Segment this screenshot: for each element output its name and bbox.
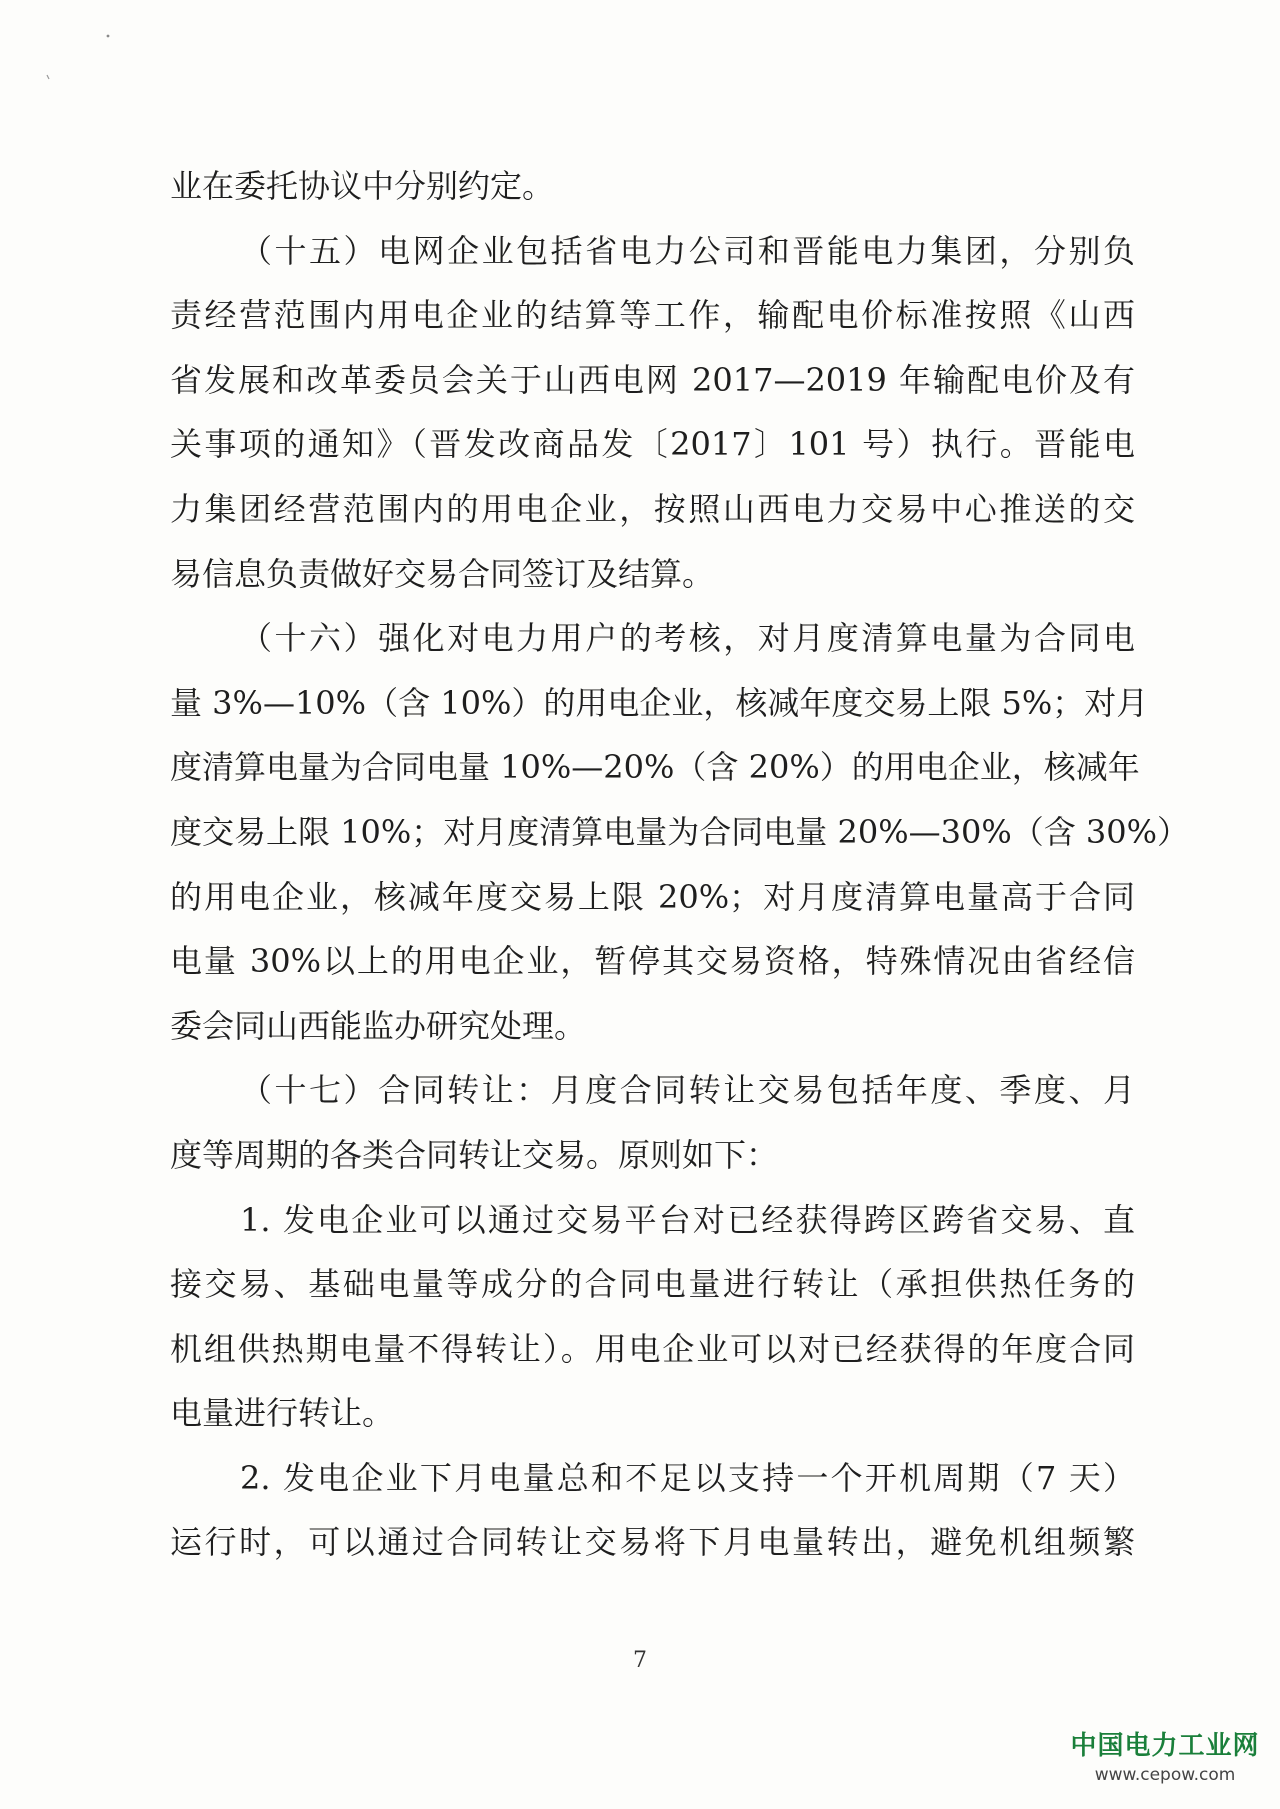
text-line: 力集团经营范围内的用电企业，按照山西电力交易中心推送的交 xyxy=(170,489,1135,528)
watermark-name: 中国电力工业网 xyxy=(1070,1731,1260,1761)
text-line: 易信息负责做好交易合同签订及结算。 xyxy=(170,554,715,593)
text-line: 关事项的通知》（晋发改商品发〔2017〕101 号）执行。晋能电 xyxy=(170,425,1135,464)
page-number: 7 xyxy=(633,1648,647,1673)
body-text xyxy=(170,154,1190,1575)
text-line: （十六）强化对电力用户的考核，对月度清算电量为合同电 xyxy=(240,619,1135,658)
text-line: 省发展和改革委员会关于山西电网 2017—2019 年输配电价及有 xyxy=(170,360,1135,399)
text-line: 接交易、基础电量等成分的合同电量进行转让（承担供热任务的 xyxy=(170,1265,1135,1304)
text-line: 度清算电量为合同电量 10%—20%（含 20%）的用电企业，核减年 xyxy=(170,748,1140,787)
text-line: 度交易上限 10%；对月度清算电量为合同电量 20%—30%（含 30%） xyxy=(170,812,1190,851)
text-line: （十七）合同转让：月度合同转让交易包括年度、季度、月 xyxy=(240,1071,1135,1110)
text-line: 业在委托协议中分别约定。 xyxy=(170,167,555,205)
scan-specks xyxy=(0,0,120,90)
text-line: 责经营范围内用电企业的结算等工作，输配电价标准按照《山西 xyxy=(170,296,1135,335)
text-line: 机组供热期电量不得转让）。用电企业可以对已经获得的年度合同 xyxy=(170,1329,1135,1368)
text-line: 1. 发电企业可以通过交易平台对已经获得跨区跨省交易、直 xyxy=(240,1200,1135,1239)
text-line: （十五）电网企业包括省电力公司和晋能电力集团，分别负 xyxy=(240,231,1135,270)
site-watermark xyxy=(1070,1729,1260,1787)
watermark-url: www.cepow.com xyxy=(1094,1765,1236,1785)
text-line: 电量进行转让。 xyxy=(170,1394,395,1433)
text-line: 的用电企业，核减年度交易上限 20%；对月度清算电量高于合同 xyxy=(170,877,1135,916)
text-line: 2. 发电企业下月电量总和不足以支持一个开机周期（7 天） xyxy=(240,1458,1135,1497)
text-line: 度等周期的各类合同转让交易。原则如下： xyxy=(170,1135,779,1174)
text-line: 电量 30%以上的用电企业，暂停其交易资格，特殊情况由省经信 xyxy=(170,942,1135,981)
text-line: 委会同山西能监办研究处理。 xyxy=(170,1006,587,1045)
text-line: 量 3%—10%（含 10%）的用电企业，核减年度交易上限 5%；对月 xyxy=(170,683,1149,722)
text-line: 运行时，可以通过合同转让交易将下月电量转出，避免机组频繁 xyxy=(170,1523,1135,1562)
